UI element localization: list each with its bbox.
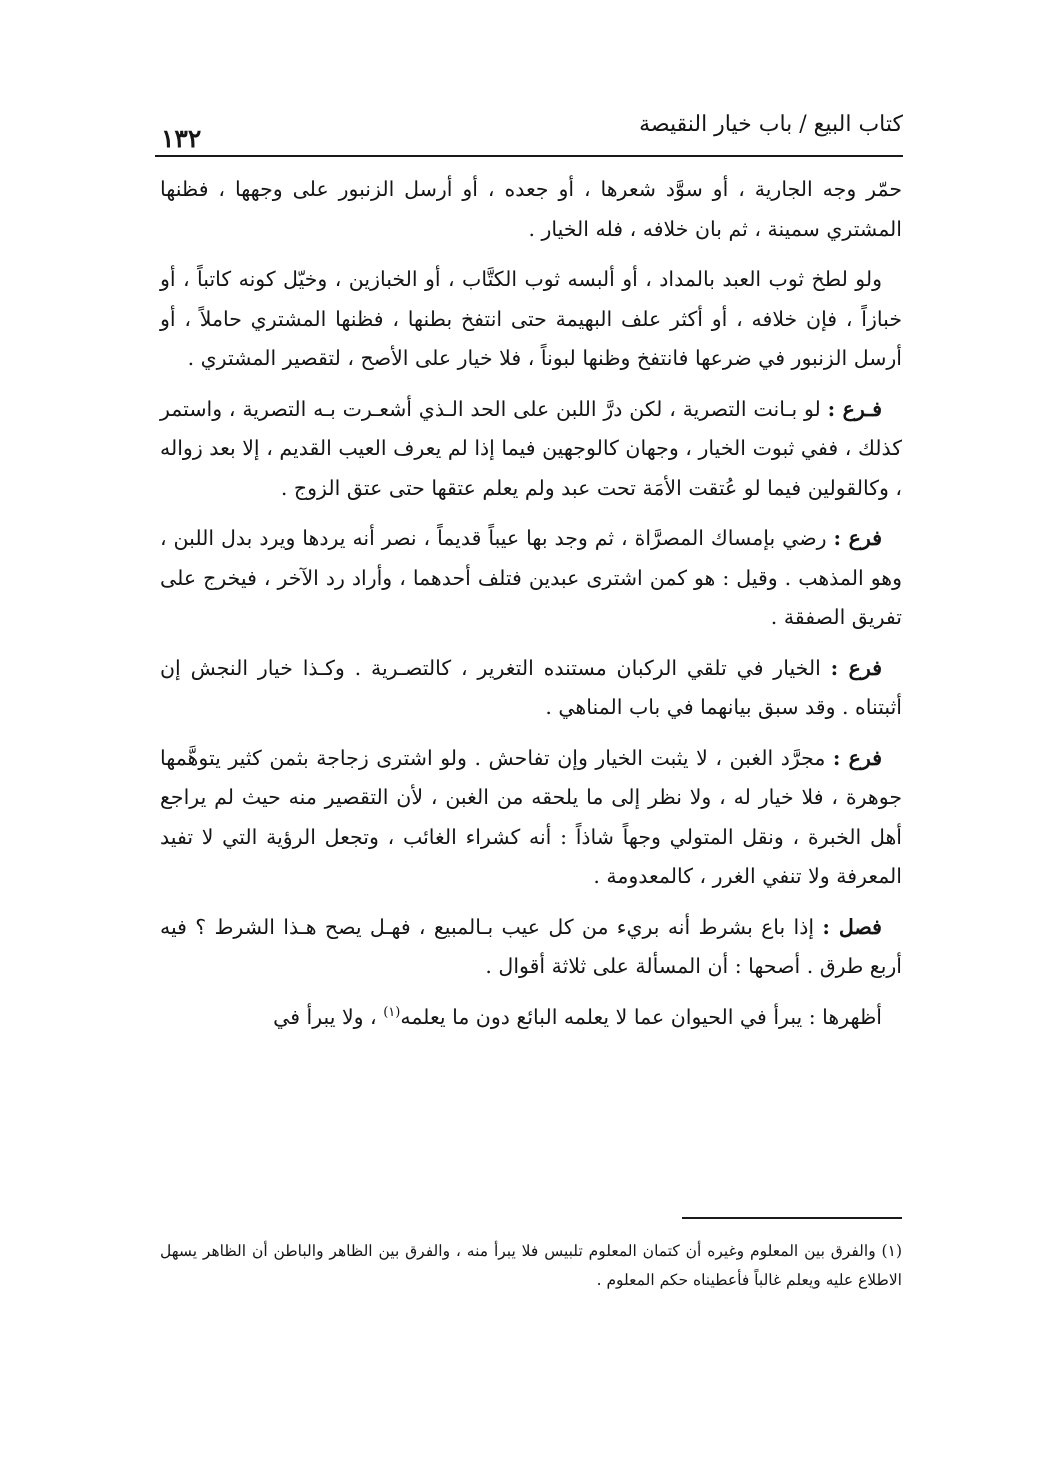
paragraph-text: مجرَّد الغبن ، لا يثبت الخيار وإن تفاحش . ولو اشترى زجاجة بثمن كثير يتوهَّمها جوهرة ، فلا خيار له ، ولا نظر إلى ما يلحقه من الغبن ، لأن التقصير منه حيث لم يراجع أهل الخبرة ، ونقل المتولي وجهاً شاذاً : أنه كشراء الغائب ، وتجعل الرؤية التي لا تفيد المعرفة ولا تنفي الغرر ، كالمعدومة . bbox=[160, 745, 902, 888]
main-text bbox=[160, 170, 902, 1048]
paragraph bbox=[160, 260, 902, 379]
page-number: ١٣٢ bbox=[161, 124, 202, 153]
header-divider bbox=[155, 155, 903, 157]
paragraph bbox=[160, 649, 902, 728]
footnote-divider bbox=[682, 1217, 902, 1219]
section-lead: فـرع : bbox=[827, 396, 882, 421]
paragraph-text-continued: ، ولا يبرأ في bbox=[273, 1004, 384, 1029]
paragraph bbox=[160, 170, 902, 249]
paragraph-text: إذا باع بشرط أنه بريء من كل عيب بـالمبيع ، فهـل يصح هـذا الشرط ؟ فيه أربع طرق . أصحها : أن المسألة على ثلاثة أقوال . bbox=[160, 914, 902, 978]
section-lead: فصل : bbox=[822, 914, 882, 939]
section-lead: فرع : bbox=[832, 745, 882, 770]
paragraph-text: لو بـانت التصرية ، لكن درَّ اللبن على الحد الـذي أشعـرت بـه التصرية ، واستمر كذلك ، ففي ثبوت الخيار ، وجهان كالوجهين فيما إذا لم يعرف العيب القديم ، إلا بعد زواله ، وكالقولين فيما لو عُتقت الأمَة تحت عبد ولم يعلم عتقها حتى عتق الزوج . bbox=[160, 396, 902, 500]
paragraph bbox=[160, 739, 902, 897]
paragraph-text: أظهرها : يبرأ في الحيوان عما لا يعلمه البائع دون ما يعلمه bbox=[400, 1004, 882, 1029]
running-title: كتاب البيع / باب خيار النقيصة bbox=[639, 112, 903, 137]
paragraph bbox=[160, 998, 902, 1038]
paragraph-text: الخيار في تلقي الركبان مستنده التغرير ، كالتصـرية . وكـذا خيار النجش إن أثبتناه . وقد سبق بيانهما في باب المناهي . bbox=[160, 655, 902, 719]
paragraph bbox=[160, 390, 902, 509]
running-header bbox=[155, 108, 903, 154]
paragraph-text: حمّر وجه الجارية ، أو سوَّد شعرها ، أو جعده ، أو أرسل الزنبور على وجهها ، فظنها المشتري سمينة ، ثم بان خلافه ، فله الخيار . bbox=[160, 177, 902, 241]
footnote-text: (١) والفرق بين المعلوم وغيره أن كتمان المعلوم تلبيس فلا يبرأ منه ، والفرق بين الظاهر والباطن أن الظاهر يسهل الاطلاع عليه ويعلم غالباً فأعطيناه حكم المعلوم . bbox=[160, 1242, 902, 1289]
paragraph bbox=[160, 519, 902, 638]
paragraph-text: ولو لطخ ثوب العبد بالمداد ، أو ألبسه ثوب الكتَّاب ، أو الخبازين ، وخيّل كونه كاتباً ، أو خبازاً ، فإن خلافه ، أو أكثر علف البهيمة حتى انتفخ بطنها ، فظنها المشتري حاملاً ، أو أرسل الزنبور في ضرعها فانتفخ وظنها لبوناً ، فلا خيار على الأصح ، لتقصير المشتري . bbox=[160, 267, 902, 370]
footnote-reference[interactable]: (١) bbox=[383, 1004, 401, 1020]
section-lead: فرع : bbox=[830, 655, 882, 680]
section-lead: فرع : bbox=[833, 526, 883, 550]
paragraph bbox=[160, 908, 902, 987]
paragraph-text: رضي بإمساك المصرَّاة ، ثم وجد بها عيباً قديماً ، نصر أنه يردها ويرد بدل اللبن ، وهو المذهب . وقيل : هو كمن اشترى عبدين فتلف أحدهما ، وأراد رد الآخر ، فيخرج على تفريق الصفقة . bbox=[160, 526, 902, 629]
footnote bbox=[160, 1237, 902, 1295]
